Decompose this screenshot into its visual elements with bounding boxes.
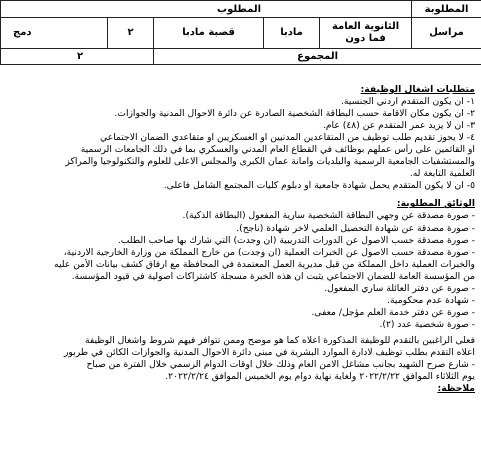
- closing-line: يوم الثلاثاء الموافق ٢٠٢٢/٢/٢٢ ولغاية نهاية دوام يوم الخميس الموافق ٢٠٢٢/٢/٢٤.: [165, 371, 475, 383]
- requirements-heading: متطلبات اشغال الوظيفة:: [360, 84, 475, 95]
- cell-job-title: مراسل: [412, 18, 481, 49]
- closing-line: - شارع صرح الشهيد بجانب مشاغل الامن العام وذلك خلال اوقات الدوام الرسمي خلال الفترة من صباح: [86, 359, 475, 371]
- cell-count: ٢: [108, 18, 154, 49]
- header-job-title: المطلوبة: [412, 1, 481, 18]
- requirement-line: ٥- ان لا يكون المتقدم يحمل شهادة جامعية او دبلوم كليات المجتمع الشامل فاعلى.: [163, 180, 475, 192]
- cell-governorate: مادبا: [264, 18, 320, 49]
- requirement-line: ٣- ان لا يزيد عمر المتقدم عن (٤٨) عام.: [322, 120, 475, 132]
- table-row: [1, 18, 481, 49]
- requirement-line: ١- ان يكون المتقدم اردني الجنسية.: [340, 96, 475, 108]
- requirement-line: ٤- لا يجوز تقديم طلب توظيف من المتقاعدين المدنيين او العسكريين او متقاعدي الضمان الاجتماعي: [100, 132, 475, 144]
- document-line: - صورة مصدقة عن وجهي البطاقة الشخصية سارية المفعول (البطاقة الذكية).: [182, 210, 475, 222]
- cell-type: دمج: [1, 18, 108, 49]
- document-line: من المؤسسة العامة للضمان الاجتماعي يثبت ان هذه الخبرة مسجلة كاشتراكات اصولية في قيود المؤسسة.: [71, 270, 475, 282]
- job-table: [0, 0, 481, 65]
- table-header-row: [1, 1, 481, 18]
- cell-area: قصبة مادبا: [154, 18, 264, 49]
- document-line: - صورة عن دفتر خدمة العلم مؤجل/ معفى.: [311, 306, 475, 318]
- document-line: - صورة شخصية عدد (٢).: [379, 318, 475, 330]
- total-value: ٢: [1, 49, 154, 65]
- cell-education: الثانوية العامة فما دون: [320, 18, 412, 49]
- document-line: - صورة عن دفتر العائلة ساري المفعول.: [324, 282, 475, 294]
- closing-line: اعلاه التقدم بطلب توظيف لادارة الموارد البشرية في مبنى دائرة الاحوال المدنية والجوازات الكائن في طربور: [63, 346, 475, 358]
- document-line: - صورة مصدقة حسب الاصول عن الخبرات العملية (ان وجدت) من خارج المملكة من وزارة الخارجية الاردنية،: [63, 246, 475, 258]
- announcement-body: [4, 84, 475, 395]
- document-line: - صورة مصدقة حسب الاصول عن الدورات التدريبية (ان وجدت) التي شارك بها صاحب الطلب.: [117, 234, 475, 246]
- table-total-row: [1, 49, 481, 65]
- requirement-line: العلمية التابعة له.: [409, 168, 475, 180]
- requirement-line: والمستشفيات الجامعية الرسمية والبلديات وامانة عمان الكبرى والمجلس الاعلى للعلوم والتكنولوجيا والمراكز: [65, 156, 475, 168]
- header-required: المطلوب: [1, 1, 412, 18]
- total-label: المجموع: [154, 49, 481, 65]
- document-line: والخبرات العملية داخل المملكة من قبل مديرية العمل المعتمدة في المحافظة مع ارفاق كشف بيانات الأمن عليه: [54, 258, 475, 270]
- document-line: - صورة مصدقة عن شهادة التحصيل العلمي لاخر شهادة (ناجح).: [236, 222, 475, 234]
- note-label: ملاحظة:: [437, 383, 475, 395]
- documents-heading: الوثائق المطلوبة:: [396, 198, 475, 210]
- requirement-line: ٢- ان يكون مكان الاقامة حسب البطاقة الشخصية الصادرة عن دائرة الاحوال المدنية والجوازات.: [114, 108, 475, 120]
- requirement-line: او القائمين على رأس عملهم بوظائف في القطاع العام المدني والعسكري بما في ذلك الجامعات الرسمية: [80, 144, 475, 156]
- closing-line: فعلى الراغبين بالتقدم للوظيفة المذكورة اعلاه كما هو موضح وممن تتوافر فيهم شروط واشغال الوظيفة: [84, 334, 475, 346]
- document-line: - شهادة عدم محكومية.: [387, 294, 475, 306]
